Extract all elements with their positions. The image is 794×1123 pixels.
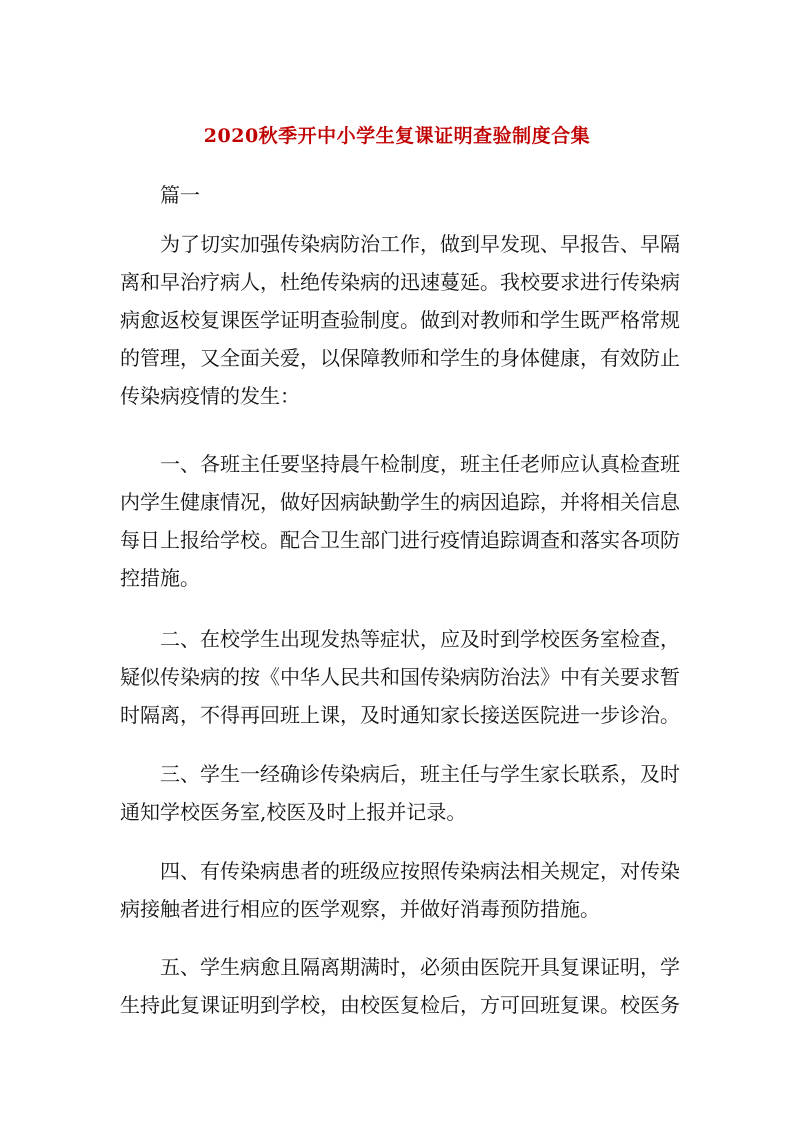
section-label: 篇一 [160, 183, 200, 207]
paragraph-item-5 [120, 948, 680, 1024]
paragraph-item-2 [120, 620, 680, 734]
paragraph-line: 离和早治疗病人，杜绝传染病的迅速蔓延。我校要求进行传染病 [120, 270, 680, 294]
paragraph-line: 控措施。 [120, 566, 200, 590]
paragraph-line: 二、在校学生出现发热等症状，应及时到学校医务室检查， [160, 627, 680, 651]
paragraph-line: 为了切实加强传染病防治工作，做到早发现、早报告、早隔 [160, 232, 680, 256]
paragraph-line: 三、学生一经确诊传染病后，班主任与学生家长联系，及时 [160, 762, 680, 786]
paragraph-intro [120, 225, 680, 415]
paragraph-line: 的管理，又全面关爱，以保障教师和学生的身体健康，有效防止 [120, 346, 680, 370]
paragraph-item-1 [120, 445, 680, 597]
paragraph-line: 通知学校医务室,校医及时上报并记录。 [120, 800, 467, 824]
paragraph-item-4 [120, 852, 680, 928]
paragraph-line: 疑似传染病的按《中华人民共和国传染病防治法》中有关要求暂 [120, 665, 680, 689]
paragraph-line: 时隔离，不得再回班上课，及时通知家长接送医院进一步诊治。 [120, 703, 680, 727]
paragraph-line: 生持此复课证明到学校，由校医复检后，方可回班复课。校医务 [120, 993, 680, 1017]
paragraph-line: 一、各班主任要坚持晨午检制度，班主任老师应认真检查班 [160, 452, 680, 476]
document-title: 2020秋季开中小学生复课证明查验制度合集 [203, 125, 591, 147]
paragraph-line: 每日上报给学校。配合卫生部门进行疫情追踪调查和落实各项防 [120, 528, 680, 552]
paragraph-item-3 [120, 755, 680, 831]
paragraph-line: 内学生健康情况，做好因病缺勤学生的病因追踪，并将相关信息 [120, 490, 680, 514]
paragraph-line: 五、学生病愈且隔离期满时，必须由医院开具复课证明，学 [160, 955, 680, 979]
paragraph-line: 病接触者进行相应的医学观察，并做好消毒预防措施。 [120, 897, 600, 921]
paragraph-line: 病愈返校复课医学证明查验制度。做到对教师和学生既严格常规 [120, 308, 680, 332]
paragraph-line: 传染病疫情的发生： [120, 384, 300, 408]
paragraph-line: 四、有传染病患者的班级应按照传染病法相关规定，对传染 [160, 859, 680, 883]
